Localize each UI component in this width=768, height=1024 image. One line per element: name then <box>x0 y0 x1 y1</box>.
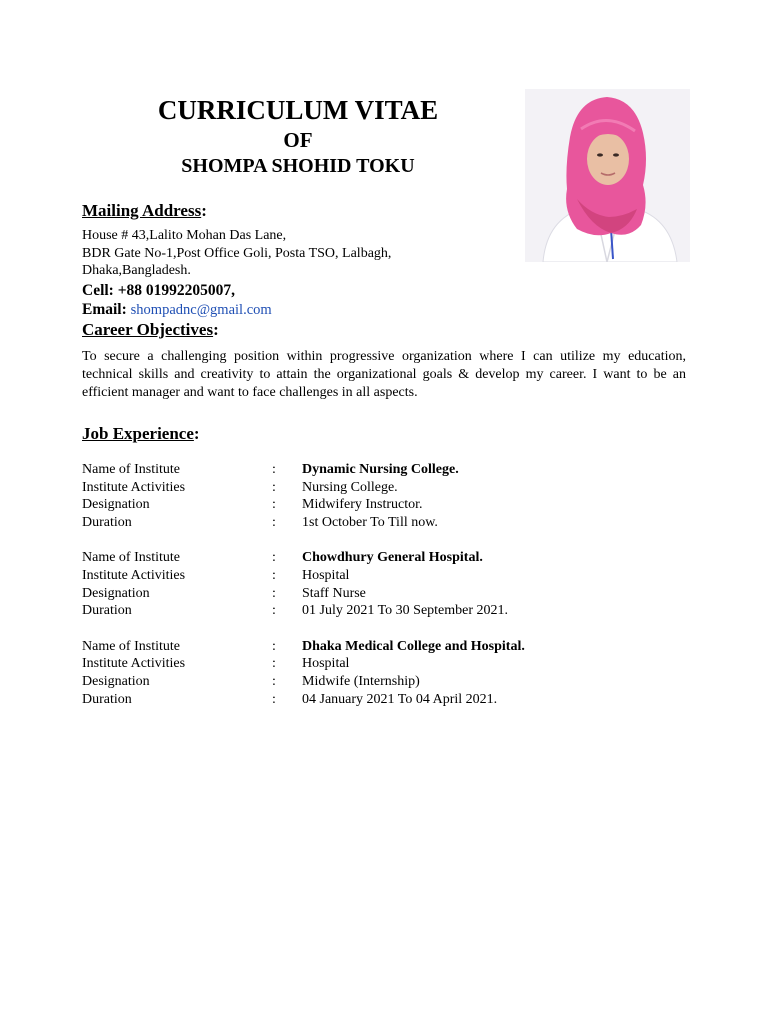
designation: Midwife (Internship) <box>302 673 420 689</box>
institute-activities: Nursing College. <box>302 479 398 495</box>
job-experience-heading: Job Experience: <box>82 424 200 443</box>
job-entry <box>82 638 702 708</box>
job-row: Designation : Staff Nurse <box>82 585 702 603</box>
career-objectives-heading: Career Objectives: <box>82 320 219 339</box>
job-row: Duration : 01 July 2021 To 30 September 2021. <box>82 602 702 620</box>
job-row: Institute Activities : Hospital <box>82 567 702 585</box>
duration: 1st October To Till now. <box>302 514 438 530</box>
cv-title-of: OF <box>283 128 313 152</box>
institute-name: Chowdhury General Hospital. <box>302 550 483 566</box>
profile-photo-image <box>525 89 690 262</box>
job-row: Designation : Midwifery Instructor. <box>82 496 702 514</box>
email-line <box>82 300 272 320</box>
profile-photo <box>525 89 690 262</box>
mailing-address-heading: Mailing Address: <box>82 201 207 220</box>
duration: 04 January 2021 To 04 April 2021. <box>302 691 498 707</box>
job-entry <box>82 461 702 531</box>
cell-number: Cell: +88 01992205007, <box>82 282 236 299</box>
job-row: Name of Institute : Dynamic Nursing College. <box>82 461 702 479</box>
candidate-name: SHOMPA SHOHID TOKU <box>181 155 415 177</box>
job-row: Institute Activities : Nursing College. <box>82 479 702 497</box>
cv-title: CURRICULUM VITAE <box>157 95 439 125</box>
institute-name: Dhaka Medical College and Hospital. <box>302 638 525 654</box>
job-row: Designation : Midwife (Internship) <box>82 673 702 691</box>
email-link[interactable]: shompadnc@gmail.com <box>130 302 272 318</box>
job-row: Name of Institute : Dhaka Medical College and Hospital. <box>82 638 702 656</box>
job-row: Duration : 1st October To Till now. <box>82 514 702 532</box>
job-entry <box>82 549 702 619</box>
institute-name: Dynamic Nursing College. <box>302 462 459 477</box>
address-line-2: BDR Gate No-1,Post Office Goli, Posta TSO, Lalbagh, <box>82 246 392 261</box>
address-line-1: House # 43,Lalito Mohan Das Lane, <box>82 228 287 243</box>
address-line-3: Dhaka,Bangladesh. <box>82 263 191 278</box>
career-objectives-text: To secure a challenging position within progressive organization where I can utilize my education, technical skills and creativity to attain the organizational goals & develop my career. I want to be an efficient manager and want to face challenges in all aspects. <box>82 349 686 400</box>
designation: Midwifery Instructor. <box>302 497 423 513</box>
duration: 01 July 2021 To 30 September 2021. <box>302 603 509 619</box>
job-row: Name of Institute : Chowdhury General Hospital. <box>82 549 702 567</box>
designation: Staff Nurse <box>302 585 366 601</box>
institute-activities: Hospital <box>302 567 350 583</box>
job-row: Institute Activities : Hospital <box>82 655 702 673</box>
job-list <box>82 461 702 726</box>
job-row: Duration : 04 January 2021 To 04 April 2021. <box>82 691 702 709</box>
institute-activities: Hospital <box>302 656 350 672</box>
email-label: Email: <box>82 301 127 318</box>
